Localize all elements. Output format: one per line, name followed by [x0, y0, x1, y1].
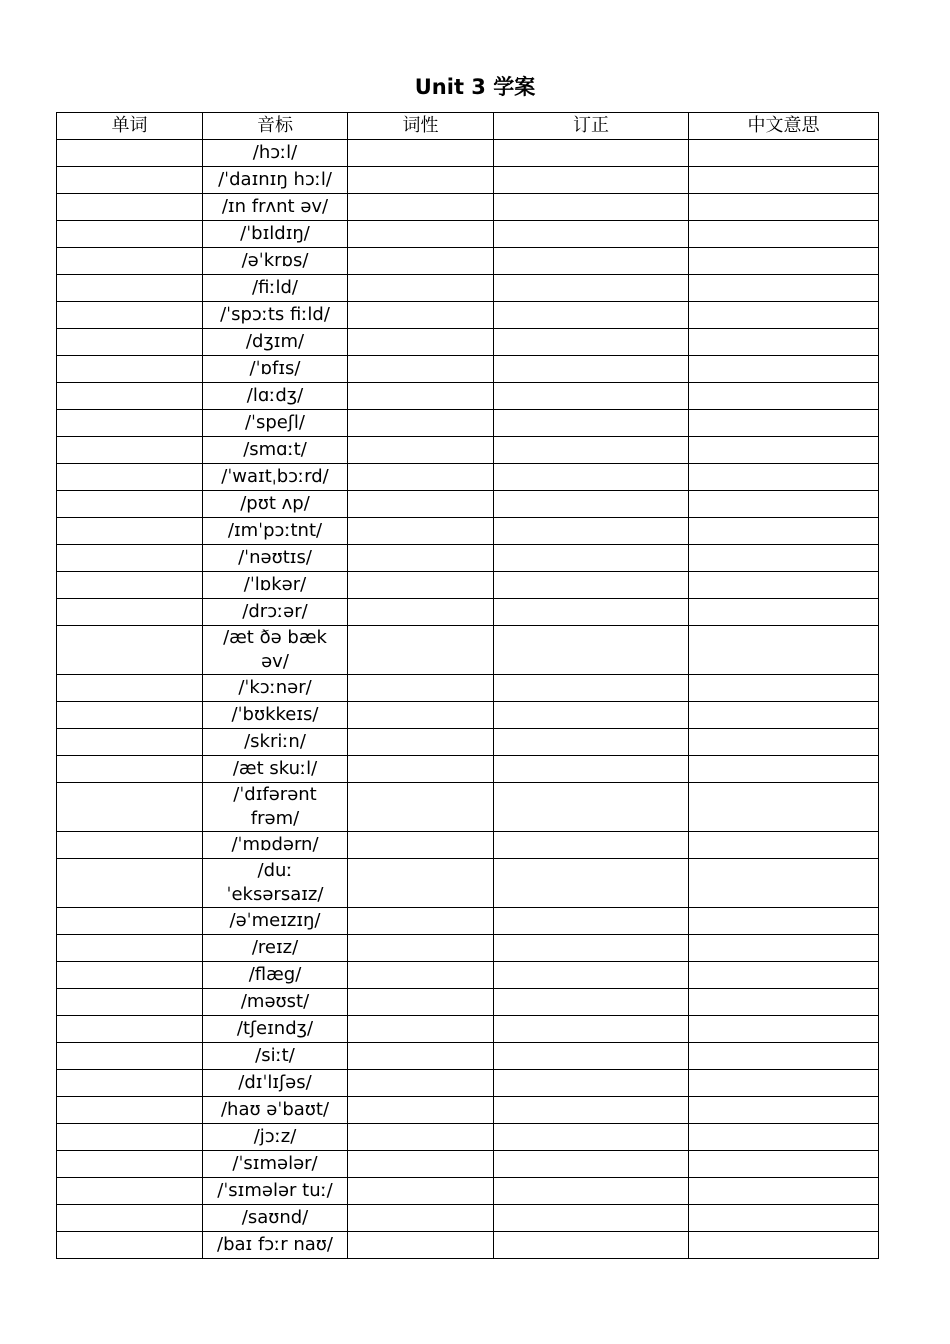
chinese-meaning-cell[interactable]	[689, 1178, 879, 1205]
word-cell[interactable]	[57, 329, 203, 356]
word-cell[interactable]	[57, 1178, 203, 1205]
phonetic-cell: /ˈdɪfərənt frəm/	[203, 783, 348, 832]
chinese-meaning-cell[interactable]	[689, 729, 879, 756]
part-of-speech-cell[interactable]	[348, 383, 494, 410]
chinese-meaning-cell[interactable]	[689, 275, 879, 302]
chinese-meaning-cell[interactable]	[689, 626, 879, 675]
correction-cell[interactable]	[494, 275, 689, 302]
chinese-meaning-cell[interactable]	[689, 1232, 879, 1259]
phonetic-cell: /drɔːər/	[203, 599, 348, 626]
chinese-meaning-cell[interactable]	[689, 356, 879, 383]
word-cell[interactable]	[57, 491, 203, 518]
correction-cell[interactable]	[494, 1205, 689, 1232]
chinese-meaning-cell[interactable]	[689, 1151, 879, 1178]
table-row	[57, 140, 879, 167]
correction-cell[interactable]	[494, 1232, 689, 1259]
word-cell[interactable]	[57, 908, 203, 935]
phonetic-cell: /æt skuːl/	[203, 756, 348, 783]
correction-cell[interactable]	[494, 1151, 689, 1178]
word-cell[interactable]	[57, 1016, 203, 1043]
correction-cell[interactable]	[494, 1097, 689, 1124]
phonetic-cell: /dʒɪm/	[203, 329, 348, 356]
phonetic-cell: /smɑːt/	[203, 437, 348, 464]
word-cell[interactable]	[57, 518, 203, 545]
phonetic-cell: /ɪmˈpɔːtnt/	[203, 518, 348, 545]
table-row	[57, 167, 879, 194]
word-cell[interactable]	[57, 859, 203, 908]
chinese-meaning-cell[interactable]	[689, 1070, 879, 1097]
part-of-speech-cell[interactable]	[348, 221, 494, 248]
table-row	[57, 1232, 879, 1259]
correction-cell[interactable]	[494, 356, 689, 383]
correction-cell[interactable]	[494, 599, 689, 626]
table-row	[57, 626, 879, 675]
table-row	[57, 729, 879, 756]
word-cell[interactable]	[57, 194, 203, 221]
table-row	[57, 1016, 879, 1043]
word-cell[interactable]	[57, 1151, 203, 1178]
phonetic-cell: /reɪz/	[203, 935, 348, 962]
part-of-speech-cell[interactable]	[348, 410, 494, 437]
word-cell[interactable]	[57, 832, 203, 859]
word-cell[interactable]	[57, 410, 203, 437]
chinese-meaning-cell[interactable]	[689, 908, 879, 935]
word-cell[interactable]	[57, 221, 203, 248]
word-cell[interactable]	[57, 1232, 203, 1259]
table-row	[57, 329, 879, 356]
table-row	[57, 545, 879, 572]
header-part-of-speech: 词性	[348, 113, 494, 140]
chinese-meaning-cell[interactable]	[689, 1016, 879, 1043]
phonetic-cell: /saʊnd/	[203, 1205, 348, 1232]
word-cell[interactable]	[57, 626, 203, 675]
phonetic-cell: /əˈkrɒs/	[203, 248, 348, 275]
correction-cell[interactable]	[494, 675, 689, 702]
table-row	[57, 572, 879, 599]
correction-cell[interactable]	[494, 1016, 689, 1043]
table-row	[57, 989, 879, 1016]
table-row	[57, 832, 879, 859]
part-of-speech-cell[interactable]	[348, 832, 494, 859]
chinese-meaning-cell[interactable]	[689, 989, 879, 1016]
table-row	[57, 491, 879, 518]
chinese-meaning-cell[interactable]	[689, 756, 879, 783]
word-cell[interactable]	[57, 783, 203, 832]
correction-cell[interactable]	[494, 989, 689, 1016]
word-cell[interactable]	[57, 356, 203, 383]
table-row	[57, 935, 879, 962]
table-row	[57, 599, 879, 626]
phonetic-cell: /ˈɒfɪs/	[203, 356, 348, 383]
part-of-speech-cell[interactable]	[348, 302, 494, 329]
correction-cell[interactable]	[494, 491, 689, 518]
part-of-speech-cell[interactable]	[348, 626, 494, 675]
page-title: Unit 3 学案	[414, 75, 536, 99]
table-row	[57, 410, 879, 437]
word-cell[interactable]	[57, 935, 203, 962]
chinese-meaning-cell[interactable]	[689, 702, 879, 729]
word-cell[interactable]	[57, 989, 203, 1016]
word-cell[interactable]	[57, 1124, 203, 1151]
chinese-meaning-cell[interactable]	[689, 167, 879, 194]
table-row	[57, 783, 879, 832]
part-of-speech-cell[interactable]	[348, 194, 494, 221]
table-row	[57, 859, 879, 908]
table-row	[57, 221, 879, 248]
table-row	[57, 1151, 879, 1178]
part-of-speech-cell[interactable]	[348, 1070, 494, 1097]
correction-cell[interactable]	[494, 729, 689, 756]
chinese-meaning-cell[interactable]	[689, 248, 879, 275]
correction-cell[interactable]	[494, 329, 689, 356]
header-correction: 订正	[494, 113, 689, 140]
chinese-meaning-cell[interactable]	[689, 572, 879, 599]
correction-cell[interactable]	[494, 545, 689, 572]
table-row	[57, 275, 879, 302]
chinese-meaning-cell[interactable]	[689, 410, 879, 437]
part-of-speech-cell[interactable]	[348, 1043, 494, 1070]
phonetic-cell: /ˈdaɪnɪŋ hɔːl/	[203, 167, 348, 194]
phonetic-cell: /tʃeɪndʒ/	[203, 1016, 348, 1043]
word-cell[interactable]	[57, 302, 203, 329]
correction-cell[interactable]	[494, 248, 689, 275]
phonetic-cell: /ˈlɒkər/	[203, 572, 348, 599]
correction-cell[interactable]	[494, 1043, 689, 1070]
chinese-meaning-cell[interactable]	[689, 383, 879, 410]
part-of-speech-cell[interactable]	[348, 859, 494, 908]
correction-cell[interactable]	[494, 194, 689, 221]
part-of-speech-cell[interactable]	[348, 464, 494, 491]
part-of-speech-cell[interactable]	[348, 729, 494, 756]
table-row	[57, 1043, 879, 1070]
chinese-meaning-cell[interactable]	[689, 140, 879, 167]
correction-cell[interactable]	[494, 832, 689, 859]
part-of-speech-cell[interactable]	[348, 491, 494, 518]
phonetic-cell: /ˈbʊkkeɪs/	[203, 702, 348, 729]
chinese-meaning-cell[interactable]	[689, 437, 879, 464]
phonetic-cell: /ˈsɪmələr/	[203, 1151, 348, 1178]
part-of-speech-cell[interactable]	[348, 599, 494, 626]
phonetic-cell: /jɔːz/	[203, 1124, 348, 1151]
part-of-speech-cell[interactable]	[348, 783, 494, 832]
chinese-meaning-cell[interactable]	[689, 599, 879, 626]
phonetic-cell: /ˈspeʃl/	[203, 410, 348, 437]
correction-cell[interactable]	[494, 1124, 689, 1151]
header-word: 单词	[57, 113, 203, 140]
word-cell[interactable]	[57, 756, 203, 783]
phonetic-cell: /lɑːdʒ/	[203, 383, 348, 410]
chinese-meaning-cell[interactable]	[689, 1097, 879, 1124]
table-row	[57, 1178, 879, 1205]
correction-cell[interactable]	[494, 464, 689, 491]
table-row	[57, 962, 879, 989]
correction-cell[interactable]	[494, 572, 689, 599]
correction-cell[interactable]	[494, 702, 689, 729]
word-cell[interactable]	[57, 275, 203, 302]
phonetic-cell: /ˈwaɪtˌbɔːrd/	[203, 464, 348, 491]
correction-cell[interactable]	[494, 908, 689, 935]
word-cell[interactable]	[57, 140, 203, 167]
chinese-meaning-cell[interactable]	[689, 194, 879, 221]
part-of-speech-cell[interactable]	[348, 1151, 494, 1178]
phonetic-cell: /ɪn frʌnt əv/	[203, 194, 348, 221]
phonetic-cell: /skriːn/	[203, 729, 348, 756]
correction-cell[interactable]	[494, 626, 689, 675]
table-row	[57, 356, 879, 383]
phonetic-cell: /flæg/	[203, 962, 348, 989]
table-row	[57, 1070, 879, 1097]
word-cell[interactable]	[57, 599, 203, 626]
word-cell[interactable]	[57, 675, 203, 702]
word-cell[interactable]	[57, 1097, 203, 1124]
table-row	[57, 437, 879, 464]
word-cell[interactable]	[57, 572, 203, 599]
chinese-meaning-cell[interactable]	[689, 675, 879, 702]
vocabulary-table	[56, 112, 879, 1259]
correction-cell[interactable]	[494, 383, 689, 410]
part-of-speech-cell[interactable]	[348, 1097, 494, 1124]
part-of-speech-cell[interactable]	[348, 140, 494, 167]
table-header-row	[57, 113, 879, 140]
phonetic-cell: /dɪˈlɪʃəs/	[203, 1070, 348, 1097]
correction-cell[interactable]	[494, 756, 689, 783]
table-row	[57, 1205, 879, 1232]
phonetic-cell: /ˈkɔːnər/	[203, 675, 348, 702]
part-of-speech-cell[interactable]	[348, 437, 494, 464]
header-phonetic: 音标	[203, 113, 348, 140]
phonetic-cell: /ˈnəʊtɪs/	[203, 545, 348, 572]
word-cell[interactable]	[57, 962, 203, 989]
table-row	[57, 908, 879, 935]
chinese-meaning-cell[interactable]	[689, 962, 879, 989]
part-of-speech-cell[interactable]	[348, 962, 494, 989]
correction-cell[interactable]	[494, 1178, 689, 1205]
chinese-meaning-cell[interactable]	[689, 464, 879, 491]
phonetic-cell: /əˈmeɪzɪŋ/	[203, 908, 348, 935]
table-row	[57, 675, 879, 702]
phonetic-cell: /ˈbɪldɪŋ/	[203, 221, 348, 248]
phonetic-cell: /məʊst/	[203, 989, 348, 1016]
word-cell[interactable]	[57, 383, 203, 410]
table-row	[57, 194, 879, 221]
phonetic-cell: /ˈsɪmələr tuː/	[203, 1178, 348, 1205]
table-row	[57, 1124, 879, 1151]
correction-cell[interactable]	[494, 859, 689, 908]
part-of-speech-cell[interactable]	[348, 1178, 494, 1205]
part-of-speech-cell[interactable]	[348, 675, 494, 702]
table-row	[57, 464, 879, 491]
chinese-meaning-cell[interactable]	[689, 832, 879, 859]
phonetic-cell: /pʊt ʌp/	[203, 491, 348, 518]
part-of-speech-cell[interactable]	[348, 518, 494, 545]
chinese-meaning-cell[interactable]	[689, 518, 879, 545]
correction-cell[interactable]	[494, 302, 689, 329]
chinese-meaning-cell[interactable]	[689, 859, 879, 908]
part-of-speech-cell[interactable]	[348, 275, 494, 302]
part-of-speech-cell[interactable]	[348, 1124, 494, 1151]
word-cell[interactable]	[57, 1043, 203, 1070]
part-of-speech-cell[interactable]	[348, 572, 494, 599]
correction-cell[interactable]	[494, 1070, 689, 1097]
word-cell[interactable]	[57, 545, 203, 572]
phonetic-cell: /ˈspɔːts fiːld/	[203, 302, 348, 329]
part-of-speech-cell[interactable]	[348, 167, 494, 194]
phonetic-cell: /baɪ fɔːr naʊ/	[203, 1232, 348, 1259]
part-of-speech-cell[interactable]	[348, 329, 494, 356]
chinese-meaning-cell[interactable]	[689, 221, 879, 248]
correction-cell[interactable]	[494, 783, 689, 832]
part-of-speech-cell[interactable]	[348, 1232, 494, 1259]
correction-cell[interactable]	[494, 410, 689, 437]
correction-cell[interactable]	[494, 962, 689, 989]
word-cell[interactable]	[57, 1205, 203, 1232]
part-of-speech-cell[interactable]	[348, 756, 494, 783]
part-of-speech-cell[interactable]	[348, 935, 494, 962]
word-cell[interactable]	[57, 1070, 203, 1097]
table-row	[57, 248, 879, 275]
table-row	[57, 302, 879, 329]
phonetic-cell: /duː ˈeksərsaɪz/	[203, 859, 348, 908]
chinese-meaning-cell[interactable]	[689, 1043, 879, 1070]
word-cell[interactable]	[57, 248, 203, 275]
table-row	[57, 518, 879, 545]
correction-cell[interactable]	[494, 167, 689, 194]
phonetic-cell: /haʊ əˈbaʊt/	[203, 1097, 348, 1124]
correction-cell[interactable]	[494, 935, 689, 962]
correction-cell[interactable]	[494, 221, 689, 248]
part-of-speech-cell[interactable]	[348, 356, 494, 383]
part-of-speech-cell[interactable]	[348, 1205, 494, 1232]
phonetic-cell: /æt ðə bæk əv/	[203, 626, 348, 675]
word-cell[interactable]	[57, 437, 203, 464]
chinese-meaning-cell[interactable]	[689, 783, 879, 832]
correction-cell[interactable]	[494, 518, 689, 545]
correction-cell[interactable]	[494, 437, 689, 464]
part-of-speech-cell[interactable]	[348, 908, 494, 935]
part-of-speech-cell[interactable]	[348, 989, 494, 1016]
chinese-meaning-cell[interactable]	[689, 545, 879, 572]
chinese-meaning-cell[interactable]	[689, 1124, 879, 1151]
phonetic-cell: /hɔːl/	[203, 140, 348, 167]
part-of-speech-cell[interactable]	[348, 248, 494, 275]
table-row	[57, 702, 879, 729]
chinese-meaning-cell[interactable]	[689, 935, 879, 962]
table-row	[57, 756, 879, 783]
phonetic-cell: /ˈmɒdərn/	[203, 832, 348, 859]
word-cell[interactable]	[57, 729, 203, 756]
chinese-meaning-cell[interactable]	[689, 491, 879, 518]
phonetic-cell: /siːt/	[203, 1043, 348, 1070]
part-of-speech-cell[interactable]	[348, 1016, 494, 1043]
phonetic-cell: /fiːld/	[203, 275, 348, 302]
table-row	[57, 383, 879, 410]
word-cell[interactable]	[57, 464, 203, 491]
header-chinese-meaning: 中文意思	[689, 113, 879, 140]
correction-cell[interactable]	[494, 140, 689, 167]
part-of-speech-cell[interactable]	[348, 545, 494, 572]
chinese-meaning-cell[interactable]	[689, 1205, 879, 1232]
chinese-meaning-cell[interactable]	[689, 302, 879, 329]
part-of-speech-cell[interactable]	[348, 702, 494, 729]
chinese-meaning-cell[interactable]	[689, 329, 879, 356]
table-row	[57, 1097, 879, 1124]
word-cell[interactable]	[57, 702, 203, 729]
word-cell[interactable]	[57, 167, 203, 194]
